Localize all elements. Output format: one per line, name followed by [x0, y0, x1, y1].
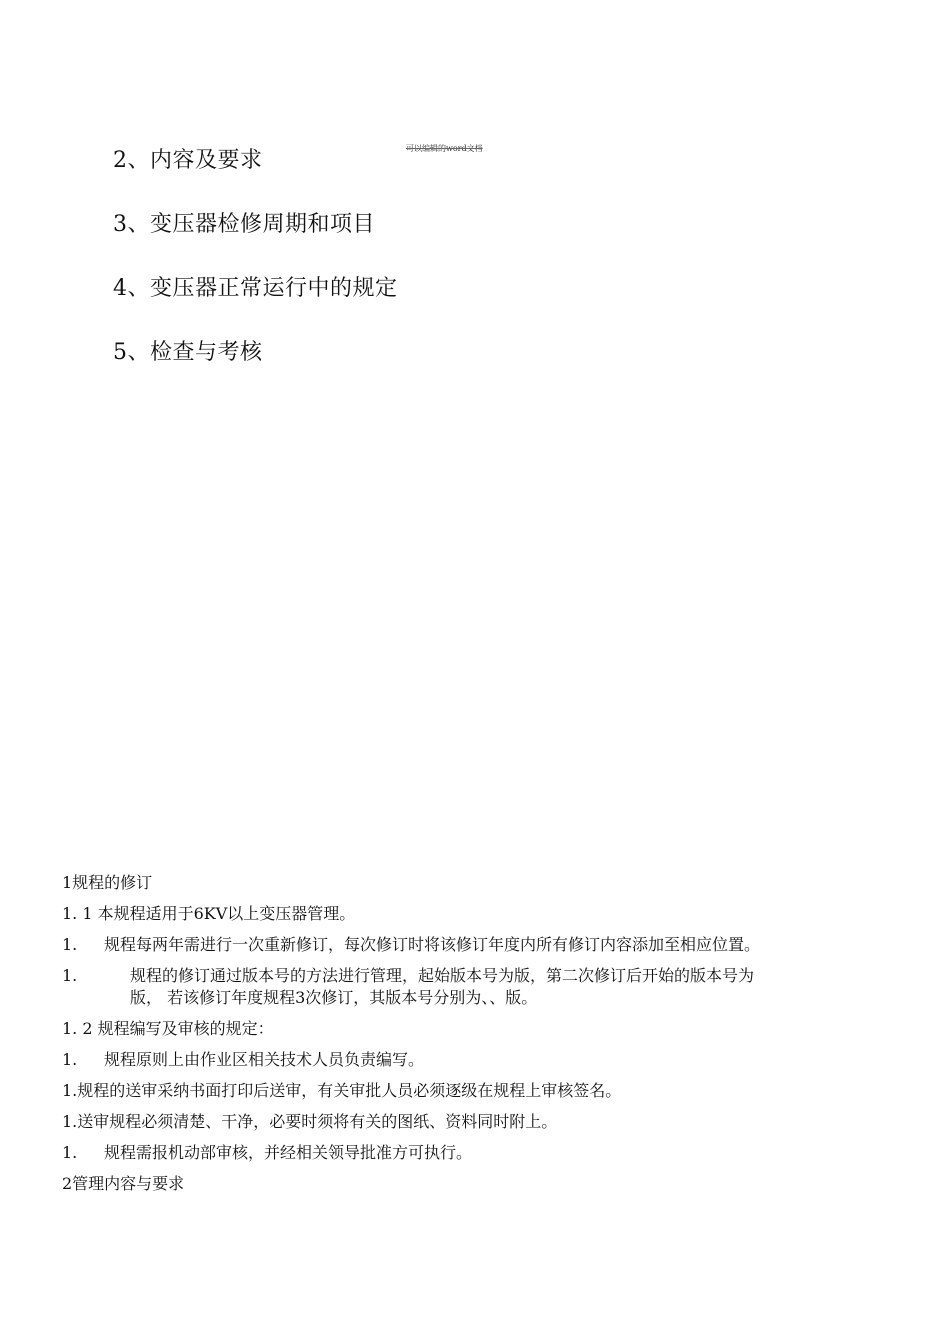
clause: 1.规程的送审采纳书面打印后送审，有关审批人员必须逐级在规程上审核签名。: [62, 1081, 622, 1100]
toc-item-text: 检查与考核: [150, 340, 263, 365]
toc-item-text: 变压器正常运行中的规定: [150, 276, 398, 301]
clause-text: 规程需报机动部审核，并经相关领导批准方可执行。: [104, 1143, 473, 1162]
clause-number: 1.: [62, 966, 78, 985]
clause: [62, 934, 892, 956]
clause-number: 1.: [62, 935, 78, 954]
clause: [62, 1049, 892, 1071]
clause-text: 规程每两年需进行一次重新修订，每次修订时将该修订年度内所有修订内容添加至相应位置。: [104, 935, 761, 954]
section-heading: 2管理内容与要求: [62, 1174, 185, 1193]
clause: 1.送审规程必须清楚、干净，必要时须将有关的图纸、资料同时附上。: [62, 1112, 558, 1131]
clause-number: 1.: [62, 1050, 78, 1069]
toc-item: [113, 146, 398, 176]
clause-continuation: 版， 若该修订年度规程3次修订，其版本号分别为、、版。: [130, 988, 538, 1007]
toc-list: [113, 146, 398, 402]
section-heading: 1规程的修订: [62, 873, 153, 892]
toc-item-text: 变压器检修周期和项目: [150, 212, 376, 237]
toc-item-number: 3、: [113, 212, 150, 237]
toc-item-text: 内容及要求: [150, 148, 263, 173]
clause-text: 规程的修订通过版本号的方法进行管理，起始版本号为版，第二次修订后开始的版本号为: [130, 966, 755, 985]
toc-item: [113, 338, 398, 368]
toc-item-number: 2、: [113, 148, 150, 173]
toc-item: [113, 210, 398, 240]
clause: [62, 1142, 892, 1164]
subsection-heading: 1. 2 规程编写及审核的规定：: [62, 1019, 274, 1038]
clause-number: 1.: [62, 1143, 78, 1162]
clause: 1. 1 本规程适用于6KV以上变压器管理。: [62, 904, 356, 923]
clause: [62, 965, 892, 987]
toc-item-number: 4、: [113, 276, 150, 301]
toc-item: [113, 274, 398, 304]
clause-text: 规程原则上由作业区相关技术人员负责编写。: [104, 1050, 425, 1069]
header-note: 可以编辑的word文档: [406, 144, 483, 153]
toc-item-number: 5、: [113, 340, 150, 365]
document-body: [62, 872, 892, 1195]
